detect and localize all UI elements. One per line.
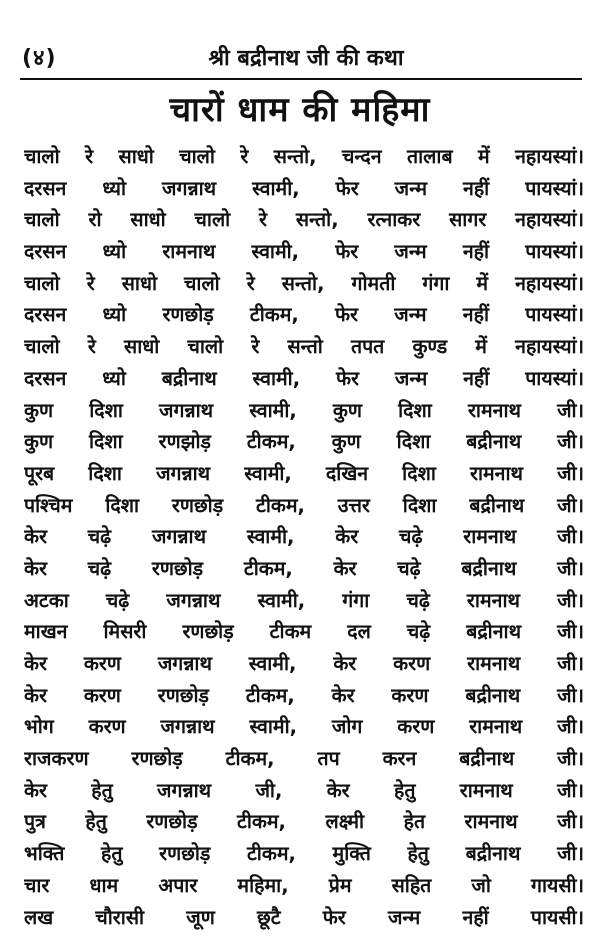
verse-line: अटका चढ़े जगन्नाथ स्वामी, गंगा चढ़े रामनाथ जी। — [24, 588, 584, 612]
verse-line: पुत्र हेतु रणछोड़ टीकम, लक्ष्मी हेत रामनाथ जी। — [24, 810, 584, 834]
verse-line: भक्ति हेतु रणछोड़ टीकम, मुक्ति हेतु बद्रीनाथ जी। — [24, 842, 584, 866]
verse-line: केर करण जगन्नाथ स्वामी, केर करण रामनाथ जी। — [24, 652, 584, 675]
verse-line: लख चौरासी जूण छूटै फेर जन्म नहीं पायसी। — [24, 905, 584, 929]
verse-line: चालो रे साधो चालो रे सन्तो, चन्दन तालाब में नहायस्यां। — [24, 145, 584, 168]
verse-list — [24, 141, 584, 933]
verse-line: केर चढ़े जगन्नाथ स्वामी, केर चढ़े रामनाथ जी। — [24, 525, 584, 549]
verse-line: कुण दिशा रणझोड़ टीकम, कुण दिशा बद्रीनाथ जी। — [24, 430, 584, 454]
verse-line: चालो रे साधो चालो रे सन्तो तपत कुण्ड में नहायस्यां। — [24, 335, 584, 359]
verse-line: पूरब दिशा जगन्नाथ स्वामी, दखिन दिशा रामनाथ जी। — [24, 461, 584, 485]
verse-line: दरसन ध्यो बद्रीनाथ स्वामी, फेर जन्म नहीं पायस्यां। — [24, 366, 584, 390]
verse-line: कुण दिशा जगन्नाथ स्वामी, कुण दिशा रामनाथ जी। — [24, 398, 584, 422]
verse-line: दरसन ध्यो जगन्नाथ स्वामी, फेर जन्म नहीं पायस्यां। — [24, 176, 584, 200]
running-title: श्री बद्रीनाथ जी की कथा — [208, 46, 404, 71]
verse-line: दरसन ध्यो रणछोड़ टीकम, फेर जन्म नहीं पायस्यां। — [24, 303, 584, 327]
verse-line: चार धाम अपार महिमा, प्रेम सहित जो गायसी। — [24, 873, 584, 897]
verse-line: केर करण रणछोड़ टीकम, केर करण बद्रीनाथ जी। — [24, 683, 584, 707]
verse-line: राजकरण रणछोड़ टीकम, तप करन बद्रीनाथ जी। — [24, 747, 584, 771]
verse-line: पश्चिम दिशा रणछोड़ टीकम, उत्तर दिशा बद्रीनाथ जी। — [24, 493, 584, 517]
verse-line: चालो रे साधो चालो रे सन्तो, गोमती गंगा में नहायस्यां। — [24, 271, 584, 295]
page-number: (४) — [22, 46, 57, 71]
verse-line: दरसन ध्यो रामनाथ स्वामी, फेर जन्म नहीं पायस्यां। — [24, 240, 584, 264]
verse-line: केर चढ़े रणछोड़ टीकम, केर चढ़े बद्रीनाथ जी। — [24, 556, 584, 580]
chapter-title: चारों धाम की महिमा — [169, 90, 431, 130]
verse-line: माखन मिसरी रणछोड़ टीकम दल चढ़े बद्रीनाथ जी। — [24, 620, 584, 644]
verse-line: चालो रो साधो चालो रे सन्तो, रत्नाकर सागर नहायस्यां। — [24, 208, 584, 232]
verse-line: केर हेतु जगन्नाथ जी, केर हेतु रामनाथ जी। — [24, 778, 584, 802]
running-header — [20, 44, 582, 80]
verse-line: भोग करण जगन्नाथ स्वामी, जोग करण रामनाथ जी। — [24, 715, 584, 739]
